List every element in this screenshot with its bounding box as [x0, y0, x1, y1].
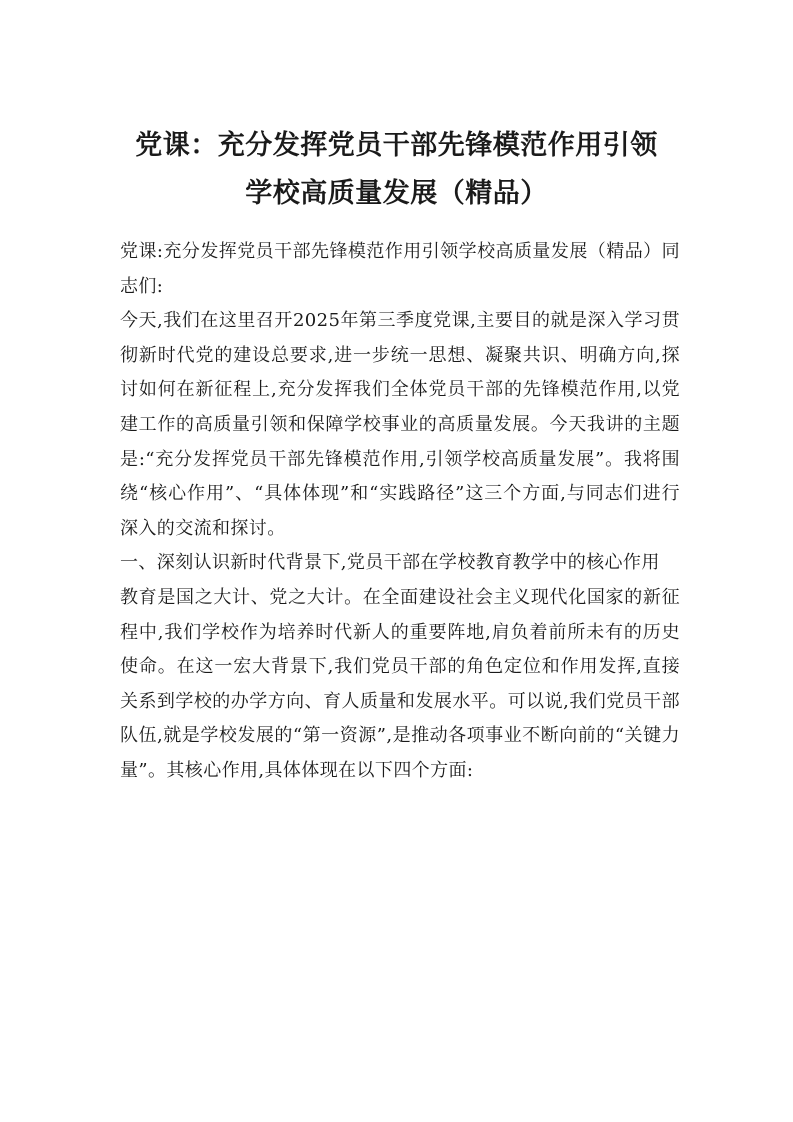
section-heading-1: 一、深刻认识新时代背景下,党员干部在学校教育教学中的核心作用 [120, 552, 660, 574]
document-title-line-2: 学校高质量发展（精品） [245, 178, 548, 209]
document-body [120, 235, 680, 789]
opening-paragraph: 今天,我们在这里召开2025年第三季度党课,主要目的就是深入学习贯彻新时代党的建设总要求,进一步统一思想、凝聚共识、明确方向,探讨如何在新征程上,充分发挥我们全体党员干部的先锋模范作用,以党建工作的高质量引领和保障学校事业的高质量发展。今天我讲的主题是:“充分发挥党员干部先锋模范作用,引领学校高质量发展”。我将围绕“核心作用”、“具体体现”和“实践路径”这三个方面,与同志们进行深入的交流和探讨。 [120, 310, 680, 539]
intro-paragraph: 党课:充分发挥党员干部先锋模范作用引领学校高质量发展（精品）同志们: [120, 241, 680, 297]
document-title-line-1: 党课：充分发挥党员干部先锋模范作用引领 [135, 130, 658, 161]
section-1-paragraph: 教育是国之大计、党之大计。在全面建设社会主义现代化国家的新征程中,我们学校作为培养时代新人的重要阵地,肩负着前所未有的历史使命。在这一宏大背景下,我们党员干部的角色定位和作用发挥,直接关系到学校的办学方向、育人质量和发展水平。可以说,我们党员干部队伍,就是学校发展的“第一资源”,是推动各项事业不断向前的“关键力量”。其核心作用,具体体现在以下四个方面: [120, 586, 680, 781]
